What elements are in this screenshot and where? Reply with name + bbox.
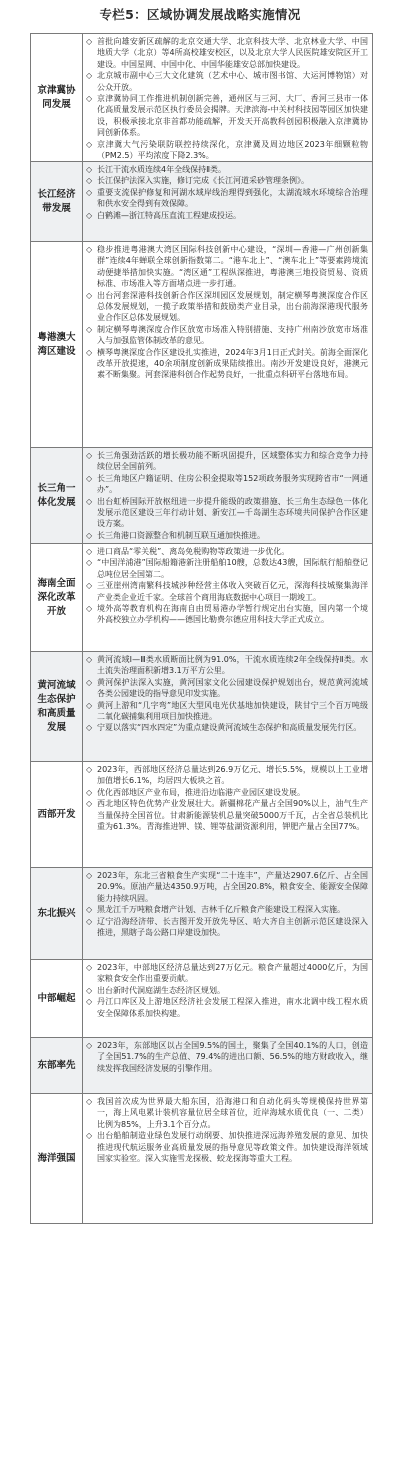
list-item — [86, 530, 368, 541]
diamond-bullet-icon: ◇ — [86, 799, 93, 809]
list-item-text: 2023年，中部地区经济总量达到27万亿元。粮食产量超过4000亿斤，为国家粮食安全作出重要贡献。 — [97, 963, 368, 984]
diamond-bullet-icon: ◇ — [86, 347, 93, 357]
strategy-table — [30, 33, 373, 1224]
diamond-bullet-icon: ◇ — [86, 905, 93, 915]
list-item-text: 黄河流域Ⅰ—Ⅲ类水质断面比例为91.0%，干流水质连续2年全线保持Ⅱ类。水土流失治理面积新增3.1万平方公里。 — [97, 655, 368, 676]
list-item — [86, 787, 368, 798]
list-item — [86, 996, 368, 1019]
list-item — [86, 722, 368, 733]
list-item — [86, 70, 368, 93]
list-item-text: 出台虹桥国际开放枢纽进一步提升能级的政策措施、长三角生态绿色一体化发展示范区建设三年行动计划、新安江—千岛湖生态环境共同保护合作区建设方案。 — [97, 496, 368, 529]
diamond-bullet-icon: ◇ — [86, 1131, 93, 1141]
list-item — [86, 870, 368, 904]
list-item — [86, 1130, 368, 1164]
diamond-bullet-icon: ◇ — [86, 871, 93, 880]
diamond-bullet-icon: ◇ — [86, 1041, 93, 1050]
section-content — [83, 762, 372, 867]
list-item-text: 北京城市副中心三大文化建筑（艺术中心、城市图书馆、大运河博物馆）对公众开放。 — [97, 71, 368, 92]
list-item-text: 境外高等教育机构在海南自由贸易港办学暂行规定出台实施，国内第一个境外高校独立办学机构——德国比勒费尔德应用科技大学正式成立。 — [97, 604, 368, 625]
section-content — [83, 960, 372, 1037]
diamond-bullet-icon: ◇ — [86, 604, 93, 614]
list-item — [86, 244, 368, 290]
list-item — [86, 450, 368, 473]
list-item — [86, 175, 368, 186]
diamond-bullet-icon: ◇ — [86, 290, 93, 300]
list-item-text: 长三角强劲活跃的增长极功能不断巩固提升，区域整体实力和综合竞争力持续位居全国前列。 — [97, 451, 368, 472]
section-row — [31, 448, 372, 544]
list-item — [86, 290, 368, 324]
list-item-text: 丹江口库区及上游地区经济社会发展工程深入推进，南水北调中线工程水质安全保障体系加快构建。 — [97, 997, 368, 1018]
list-item — [86, 580, 368, 603]
diamond-bullet-icon: ◇ — [86, 1097, 93, 1106]
section-row — [31, 242, 372, 448]
list-item-text: 京津冀协同工作推进机制创新完善，通州区与三河、大厂、香河三县市一体化高质量发展示范区执行委员会揭牌。天津滨海-中关村科技园等园区加快建设，积极承接北京非首都功能疏解，开发天开高教科创园积极融入京津冀协同创新体系。 — [97, 94, 368, 138]
diamond-bullet-icon: ◇ — [86, 700, 93, 710]
diamond-bullet-icon: ◇ — [86, 473, 93, 483]
list-item-text: 2023年，西部地区经济总量达到26.9万亿元、增长5.5%，规模以上工业增加值增长6.1%，均居四大板块之首。 — [97, 765, 368, 786]
list-item-text: 2023年，东北三省粮食生产实现“二十连丰”，产量达2907.6亿斤、占全国20.9%。原油产量达4350.9万吨，占全国20.8%，粮食安全、能源安全保障能力持续巩固。 — [97, 871, 368, 903]
list-item-text: 横琴粤澳深度合作区建设扎实推进，2024年3月1日正式封关。前海全面深化改革开放提速，40余项制度创新成果陆续推出。南沙开发建设良好，港澳元素不断集聚。河套深港科创合作起势良好，一批重点科研平台落地布局。 — [97, 347, 368, 380]
page-title: 专栏5：区域协调发展战略实施情况 — [99, 7, 301, 22]
list-item — [86, 473, 368, 496]
section-label: 黄河流域生态保护和高质量发展 — [31, 652, 83, 761]
section-label: 海南全面深化改革开放 — [31, 544, 83, 651]
diamond-bullet-icon: ◇ — [86, 723, 93, 733]
list-item — [86, 36, 368, 70]
diamond-bullet-icon: ◇ — [86, 210, 93, 220]
list-item — [86, 985, 368, 996]
list-item-text: 进口商品“零关税”、离岛免税购物等政策进一步优化。 — [97, 547, 290, 556]
diamond-bullet-icon: ◇ — [86, 581, 93, 591]
list-item — [86, 904, 368, 915]
section-row — [31, 652, 372, 762]
section-row — [31, 1094, 372, 1224]
list-item-text: 首批向雄安新区疏解的北京交通大学、北京科技大学、北京林业大学、中国地质大学（北京）等4所高校雄安校区，以及北京大学人民医院雄安院区开工建设。中国星网、中国中化、中国华能雄安总部加快建设。 — [97, 37, 368, 69]
list-item — [86, 916, 368, 939]
list-item — [86, 700, 368, 723]
section-row — [31, 960, 372, 1038]
list-item-text: 我国首次成为世界最大船东国，沿海港口和自动化码头等规模保持世界第一，海上风电累计装机容量位居全球首位，近岸海域水质优良（一、二类）比例为85%，上升3.1个百分点。 — [97, 1097, 368, 1129]
section-row — [31, 544, 372, 652]
list-item-text: 长三角港口资源整合和机制互联互通加快推进。 — [97, 530, 265, 540]
list-item — [86, 557, 368, 580]
list-item-text: 优化西部地区产业布局，推进沿边临港产业园区建设发展。 — [97, 787, 305, 797]
section-label: 长三角一体化发展 — [31, 448, 83, 543]
list-item-text: 重要支流保护修复和河湖水域岸线治理得到强化，太湖流域水环境综合治理和供水安全得到有效保障。 — [97, 187, 368, 209]
section-content — [83, 1094, 372, 1223]
diamond-bullet-icon: ◇ — [86, 37, 93, 46]
list-item — [86, 603, 368, 626]
diamond-bullet-icon: ◇ — [86, 985, 93, 995]
diamond-bullet-icon: ◇ — [86, 916, 93, 926]
diamond-bullet-icon: ◇ — [86, 655, 93, 664]
list-item-text: 京津冀大气污染联防联控持续深化，京津冀及周边地区2023年细颗粒物（PM2.5）平均浓度下降2.3%。 — [97, 139, 368, 161]
diamond-bullet-icon: ◇ — [86, 963, 93, 972]
section-label: 海洋强国 — [31, 1094, 83, 1223]
section-content — [83, 1038, 372, 1093]
list-item-text: 稳步推进粤港澳大湾区国际科技创新中心建设，“深圳—香港—广州创新集群”连续4年蝉联全球创新指数第二。“港车北上”、“澳车北上”等要素跨境流动便捷举措加快实施。“湾区通”工程纵深推进，粤港澳三地投资贸易、资质标准、市场准入等方面堵点进一步打通。 — [97, 245, 368, 289]
list-item-text: 三亚崖州湾南繁科技城涉种经营主体收入突破百亿元，深海科技城聚集海洋产业类企业近千家。全球首个商用海底数据中心项目一期竣工。 — [97, 581, 368, 602]
list-item-text: 西北地区特色优势产业发展壮大。新疆棉花产量占全国90%以上，油气生产当量保持全国首位。甘肃新能源装机总量突破5000万千瓦，占全省总装机比重为61.3%。青海推进钾、镁、锂等盐湖资源利用，钾肥产量占全国77%。 — [97, 799, 368, 832]
section-label: 京津冀协同发展 — [31, 34, 83, 161]
list-item-text: 黑龙江千万吨粮食增产计划、吉林千亿斤粮食产能建设工程深入实施。 — [97, 905, 345, 915]
list-item-text: 出台河套深港科技创新合作区深圳园区发展规划，制定横琴粤澳深度合作区总体发展规划，一揽子政策举措和鼓励类产业目录，出台前海深港现代服务业合作区总体发展规划。 — [97, 290, 368, 323]
diamond-bullet-icon: ◇ — [86, 530, 93, 540]
section-content — [83, 162, 372, 241]
diamond-bullet-icon: ◇ — [86, 677, 93, 687]
list-item — [86, 962, 368, 985]
list-item — [86, 347, 368, 381]
section-label: 中部崛起 — [31, 960, 83, 1037]
list-item — [86, 187, 368, 210]
list-item-text: 辽宁沿海经济带、长吉图开发开放先导区、哈大齐自主创新示范区建设深入推进，黑瞎子岛公路口岸建设加快。 — [97, 916, 368, 938]
diamond-bullet-icon: ◇ — [86, 139, 93, 149]
list-item — [86, 496, 368, 530]
list-item — [86, 764, 368, 787]
list-item — [86, 93, 368, 139]
list-item-text: 出台新时代洞庭湖生态经济区规划。 — [97, 985, 225, 995]
list-item — [86, 654, 368, 677]
section-row — [31, 762, 372, 868]
section-row — [31, 868, 372, 960]
section-content — [83, 652, 372, 761]
diamond-bullet-icon: ◇ — [86, 496, 93, 506]
section-label: 东部率先 — [31, 1038, 83, 1093]
list-item-text: 长三角地区户籍证明、住房公积金提取等152项政务服务实现跨省市“一网通办”。 — [97, 473, 368, 495]
section-content — [83, 544, 372, 651]
diamond-bullet-icon: ◇ — [86, 187, 93, 197]
list-item-text: 制定横琴粤澳深度合作区放宽市场准入特别措施、支持广州南沙放宽市场准入与加强监管体制改革的意见。 — [97, 324, 368, 346]
list-item-text: 黄河保护法深入实施，黄河国家文化公园建设保护规划出台，规范黄河流域各类公园建设的指导意见印发实施。 — [97, 677, 368, 699]
list-item — [86, 210, 368, 221]
list-item — [86, 164, 368, 175]
section-content — [83, 868, 372, 959]
diamond-bullet-icon: ◇ — [86, 997, 93, 1007]
list-item-text: 出台船舶制造业绿色发展行动纲要、加快推进深远海养殖发展的意见、加快推进现代航运服务业高质量发展的指导意见等政策文件。加快建设海洋领域国家实验室。深入实施雪龙探极、蛟龙探海等重大工程。 — [97, 1131, 368, 1164]
diamond-bullet-icon: ◇ — [86, 176, 93, 186]
list-item-text: “中国洋浦港”国际船籍港新注册船舶10艘，总数达43艘，国际航行船舶登记总吨位居全国第二。 — [97, 558, 368, 579]
diamond-bullet-icon: ◇ — [86, 787, 93, 797]
list-item — [86, 677, 368, 700]
list-item-text: 长江保护法深入实施，修订完成《长江河道采砂管理条例》。 — [97, 176, 309, 186]
section-label: 西部开发 — [31, 762, 83, 867]
section-row — [31, 34, 372, 162]
diamond-bullet-icon: ◇ — [86, 324, 93, 334]
diamond-bullet-icon: ◇ — [86, 451, 93, 460]
list-item-text: 2023年，东部地区以占全国9.5%的国土，聚集了全国40.1%的人口，创造了全国51.7%的生产总值、79.4%的进出口额、56.5%的地方财政收入，继续发挥我国经济发展的引擎作用。 — [97, 1041, 368, 1073]
list-item-text: 长江干流水质连续4年全线保持Ⅱ类。 — [97, 165, 227, 174]
list-item — [86, 324, 368, 347]
diamond-bullet-icon: ◇ — [86, 765, 93, 774]
section-row — [31, 162, 372, 242]
list-item-text: 黄河上游和“几字弯”地区大型风电光伏基地加快建设，陕甘宁三个百万吨级二氧化碳捕集利用项目加快推进。 — [97, 700, 368, 722]
section-content — [83, 242, 372, 447]
diamond-bullet-icon: ◇ — [86, 558, 93, 568]
diamond-bullet-icon: ◇ — [86, 94, 93, 104]
section-label: 东北振兴 — [31, 868, 83, 959]
list-item — [86, 798, 368, 832]
diamond-bullet-icon: ◇ — [86, 71, 93, 81]
list-item — [86, 546, 368, 557]
section-row — [31, 1038, 372, 1094]
section-label: 长江经济带发展 — [31, 162, 83, 241]
section-content — [83, 448, 372, 543]
list-item — [86, 139, 368, 162]
diamond-bullet-icon: ◇ — [86, 245, 93, 254]
diamond-bullet-icon: ◇ — [86, 165, 93, 174]
list-item-text: 白鹤滩—浙江特高压直流工程建成投运。 — [97, 210, 241, 220]
list-item — [86, 1096, 368, 1130]
section-content — [83, 34, 372, 161]
list-item-text: 宁夏以落实“四水四定”为重点建设黄河流域生态保护和高质量发展先行区。 — [97, 723, 362, 733]
diamond-bullet-icon: ◇ — [86, 547, 93, 556]
list-item — [86, 1040, 368, 1074]
section-label: 粤港澳大湾区建设 — [31, 242, 83, 447]
